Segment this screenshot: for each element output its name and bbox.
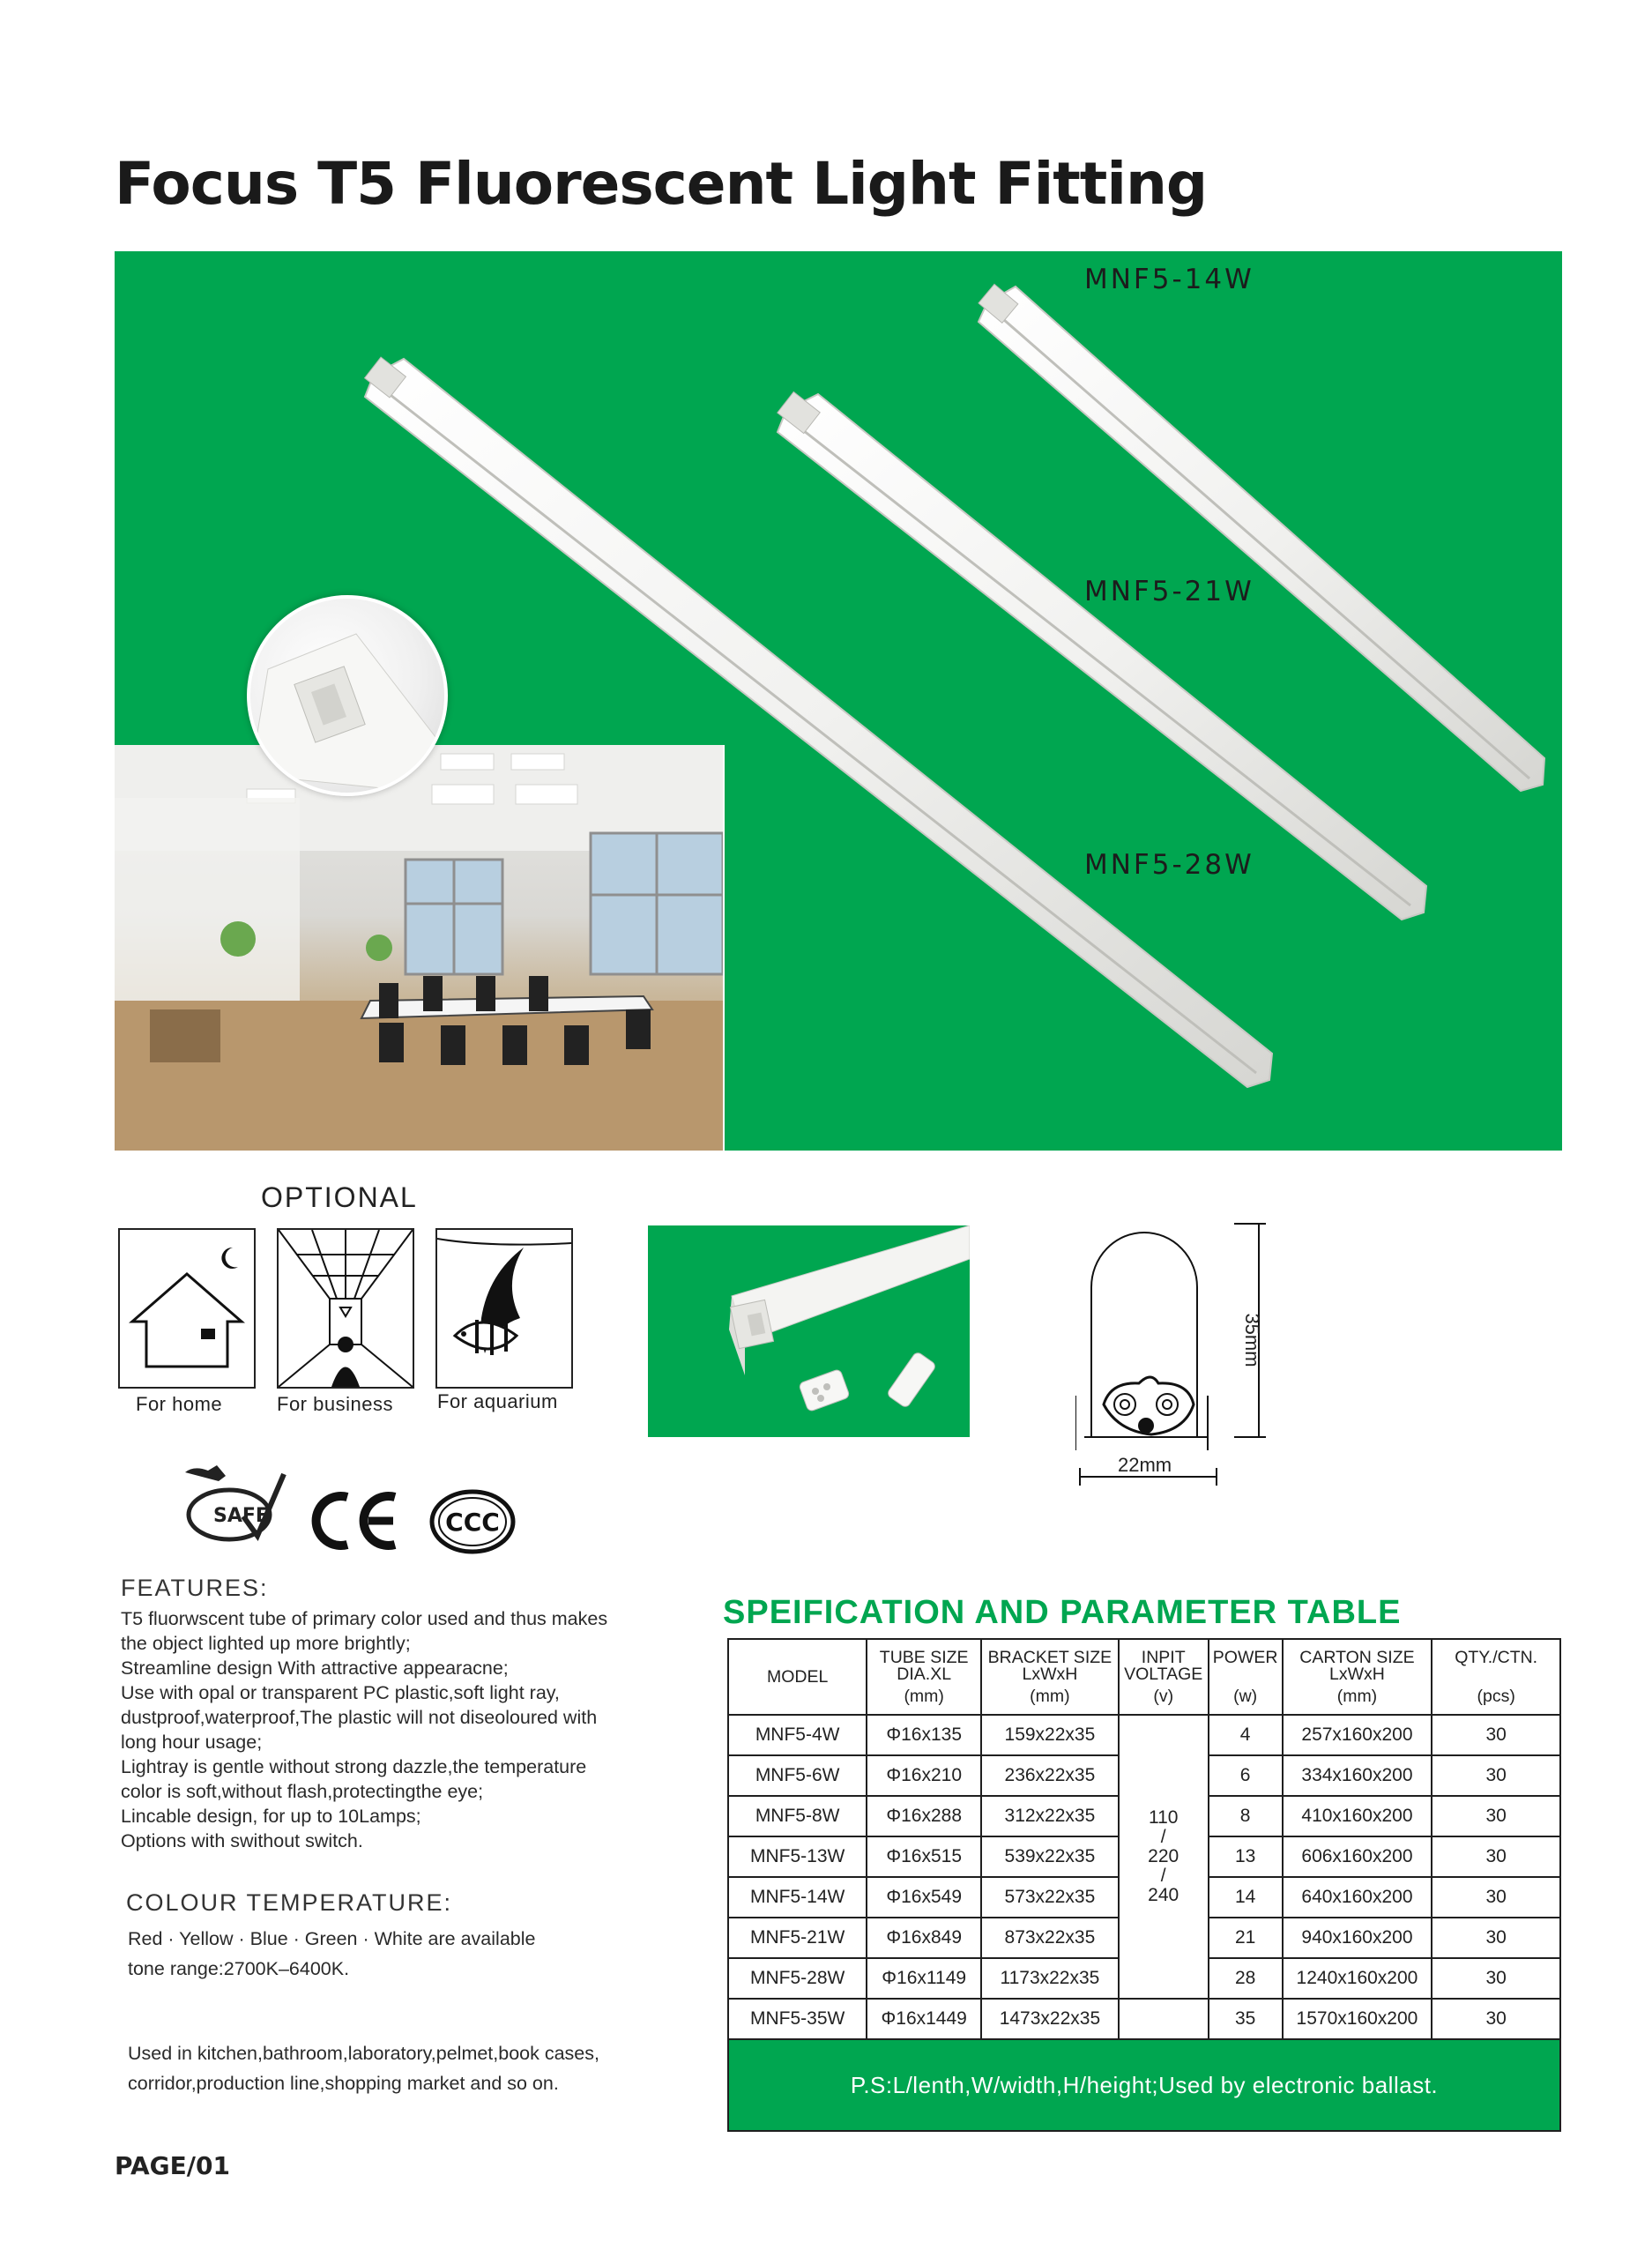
colour-temperature-text xyxy=(128,1924,727,1984)
optional-heading: OPTIONAL xyxy=(261,1181,418,1213)
page-number: PAGE/01 xyxy=(115,2151,230,2180)
ccc-mark-icon xyxy=(428,1488,517,1555)
cell-power: 4 xyxy=(1209,1715,1283,1755)
header-line: POWER xyxy=(1212,1647,1278,1667)
ce-mark-icon xyxy=(309,1490,401,1552)
header-line: VOLTAGE xyxy=(1124,1664,1203,1684)
cell-qty: 30 xyxy=(1432,1958,1560,1999)
header-unit: (mm) xyxy=(1030,1686,1070,1706)
cell-carton: 940x160x200 xyxy=(1283,1918,1432,1958)
header-unit: (mm) xyxy=(904,1686,944,1706)
feature-line: Streamline design With attractive appearacne; xyxy=(121,1657,509,1679)
voltage-line: 110 xyxy=(1148,1807,1179,1828)
model-label-28w: MNF5-28W xyxy=(1084,849,1254,881)
office-scene-illustration xyxy=(115,745,723,1151)
end-cap-closeup-illustration xyxy=(250,599,444,793)
cell-model: MNF5-21W xyxy=(728,1918,867,1958)
aquarium-usage-icon xyxy=(435,1228,573,1389)
angelfish-icon xyxy=(437,1230,571,1387)
header-line: INPIT xyxy=(1141,1647,1186,1667)
width-dimension-label: 22mm xyxy=(1118,1454,1172,1476)
usage-text xyxy=(128,2038,727,2098)
table-row xyxy=(728,1999,1560,2039)
cell-bracket: 236x22x35 xyxy=(981,1755,1119,1796)
cell-model: MNF5-8W xyxy=(728,1796,867,1836)
connector-detail-photo xyxy=(648,1225,970,1437)
colour-line: tone range:2700K–6400K. xyxy=(128,1958,350,1979)
column-header-bracket-size xyxy=(981,1639,1119,1715)
cell-model: MNF5-6W xyxy=(728,1755,867,1796)
cell-model: MNF5-35W xyxy=(728,1999,867,2039)
column-header-qty xyxy=(1432,1639,1560,1715)
cell-bracket: 539x22x35 xyxy=(981,1836,1119,1877)
cell-qty: 30 xyxy=(1432,1836,1560,1877)
for-business-label: For business xyxy=(277,1393,393,1415)
safety-mark-icon xyxy=(167,1455,291,1552)
header-line: BRACKET SIZE xyxy=(987,1647,1112,1667)
spec-table-heading: SPEIFICATION AND PARAMETER TABLE xyxy=(723,1594,1402,1631)
end-cap-closeup xyxy=(247,595,448,796)
business-usage-icon xyxy=(277,1228,414,1389)
cell-carton: 640x160x200 xyxy=(1283,1877,1432,1918)
office-interior-photo xyxy=(115,745,725,1151)
header-line: TUBE SIZE xyxy=(879,1647,969,1667)
cell-tube: Φ16x210 xyxy=(867,1755,981,1796)
cell-tube: Φ16x135 xyxy=(867,1715,981,1755)
cell-bracket: 312x22x35 xyxy=(981,1796,1119,1836)
cell-tube: Φ16x849 xyxy=(867,1918,981,1958)
model-label-14w: MNF5-14W xyxy=(1084,264,1254,295)
header-line: CARTON SIZE xyxy=(1299,1647,1415,1667)
cell-qty: 30 xyxy=(1432,1755,1560,1796)
cell-tube: Φ16x549 xyxy=(867,1877,981,1918)
table-row xyxy=(728,1715,1560,1755)
product-hero-image xyxy=(115,251,1562,1151)
spec-table xyxy=(727,1638,1561,2132)
features-heading: FEATURES: xyxy=(121,1575,269,1601)
for-aquarium-label: For aquarium xyxy=(437,1390,558,1412)
features-list xyxy=(121,1606,720,1853)
colour-line: Red · Yellow · Blue · Green · White are available xyxy=(128,1928,536,1949)
ccc-mark-text: CCC xyxy=(445,1508,500,1537)
cell-qty: 30 xyxy=(1432,1877,1560,1918)
cell-power: 8 xyxy=(1209,1796,1283,1836)
cross-section-drawing xyxy=(1075,1221,1287,1486)
house-moon-icon xyxy=(120,1230,254,1387)
cell-bracket: 1473x22x35 xyxy=(981,1999,1119,2039)
connector-illustration xyxy=(648,1225,970,1437)
cell-power: 13 xyxy=(1209,1836,1283,1877)
cell-model: MNF5-28W xyxy=(728,1958,867,1999)
cell-voltage-empty xyxy=(1119,1999,1209,2039)
feature-line: dustproof,waterproof,The plastic will not diseoloured with xyxy=(121,1707,598,1728)
cell-power: 35 xyxy=(1209,1999,1283,2039)
cell-model: MNF5-14W xyxy=(728,1877,867,1918)
feature-line: Lightray is gentle without strong dazzle,the temperature xyxy=(121,1756,587,1777)
header-line: DIA.XL xyxy=(897,1664,952,1684)
cell-qty: 30 xyxy=(1432,1796,1560,1836)
voltage-line: / xyxy=(1160,1866,1166,1886)
cell-power: 21 xyxy=(1209,1918,1283,1958)
cell-qty: 30 xyxy=(1432,1715,1560,1755)
feature-line: the object lighted up more brightly; xyxy=(121,1633,411,1654)
cell-tube: Φ16x515 xyxy=(867,1836,981,1877)
cell-carton: 1240x160x200 xyxy=(1283,1958,1432,1999)
header-line: QTY./CTN. xyxy=(1455,1647,1538,1667)
cell-tube: Φ16x288 xyxy=(867,1796,981,1836)
header-unit: (mm) xyxy=(1336,1686,1378,1706)
table-header-row xyxy=(728,1639,1560,1715)
header-unit: (v) xyxy=(1153,1686,1174,1706)
column-header-tube-size xyxy=(867,1639,981,1715)
home-usage-icon xyxy=(118,1228,256,1389)
cell-tube: Φ16x1449 xyxy=(867,1999,981,2039)
ccc-logo xyxy=(428,1488,517,1555)
cell-power: 14 xyxy=(1209,1877,1283,1918)
cell-qty: 30 xyxy=(1432,1999,1560,2039)
column-header-input-voltage xyxy=(1119,1639,1209,1715)
cell-bracket: 159x22x35 xyxy=(981,1715,1119,1755)
cell-bracket: 873x22x35 xyxy=(981,1918,1119,1958)
feature-line: Options with swithout switch. xyxy=(121,1830,363,1851)
usage-line: corridor,production line,shopping market and so on. xyxy=(128,2073,559,2094)
table-note: P.S:L/lenth,W/width,H/height;Used by electronic ballast. xyxy=(728,2039,1560,2131)
feature-line: color is soft,without flash,protectingthe eye; xyxy=(121,1781,484,1802)
feature-line: Lincable design, for up to 10Lamps; xyxy=(121,1806,421,1827)
cell-power: 6 xyxy=(1209,1755,1283,1796)
column-header-carton-size xyxy=(1283,1639,1432,1715)
cell-bracket: 573x22x35 xyxy=(981,1877,1119,1918)
cell-power: 28 xyxy=(1209,1958,1283,1999)
model-label-21w: MNF5-21W xyxy=(1084,576,1254,607)
voltage-line: 240 xyxy=(1148,1885,1179,1905)
feature-line: Use with opal or transparent PC plastic,soft light ray, xyxy=(121,1682,560,1703)
feature-line: T5 fluorwscent tube of primary color used and thus makes xyxy=(121,1608,608,1629)
height-dimension-label: 35mm xyxy=(1241,1313,1263,1367)
column-header-power xyxy=(1209,1639,1283,1715)
cell-carton: 410x160x200 xyxy=(1283,1796,1432,1836)
svg-text:SAFE: SAFE xyxy=(213,1505,269,1527)
usage-line: Used in kitchen,bathroom,laboratory,pelmet,book cases, xyxy=(128,2043,599,2064)
cell-carton: 1570x160x200 xyxy=(1283,1999,1432,2039)
feature-line: long hour usage; xyxy=(121,1732,263,1753)
cell-carton: 334x160x200 xyxy=(1283,1755,1432,1796)
cell-model: MNF5-13W xyxy=(728,1836,867,1877)
cell-tube: Φ16x1149 xyxy=(867,1958,981,1999)
cell-bracket: 1173x22x35 xyxy=(981,1958,1119,1999)
header-line: LxWxH xyxy=(1022,1664,1078,1684)
voltage-line: 220 xyxy=(1148,1846,1179,1866)
colour-temperature-heading: COLOUR TEMPERATURE: xyxy=(126,1889,453,1916)
page-title: Focus T5 Fluorescent Light Fitting xyxy=(115,150,1208,218)
cell-model: MNF5-4W xyxy=(728,1715,867,1755)
table-note-row xyxy=(728,2039,1560,2131)
safety-check-logo xyxy=(167,1455,291,1552)
cell-qty: 30 xyxy=(1432,1918,1560,1958)
column-header-model xyxy=(728,1639,867,1715)
header-line: LxWxH xyxy=(1329,1664,1385,1684)
cell-carton: 257x160x200 xyxy=(1283,1715,1432,1755)
fitting-mnf5-14w xyxy=(979,284,1544,791)
header-unit: (pcs) xyxy=(1477,1686,1515,1706)
header-line: MODEL xyxy=(766,1666,829,1687)
ce-logo xyxy=(309,1490,401,1552)
cell-carton: 606x160x200 xyxy=(1283,1836,1432,1877)
header-unit: (w) xyxy=(1233,1686,1258,1706)
office-perspective-icon xyxy=(279,1230,413,1387)
voltage-line: / xyxy=(1160,1827,1166,1847)
for-home-label: For home xyxy=(136,1393,223,1415)
cell-voltage xyxy=(1119,1715,1209,1999)
fitting-mnf5-21w xyxy=(778,391,1426,920)
